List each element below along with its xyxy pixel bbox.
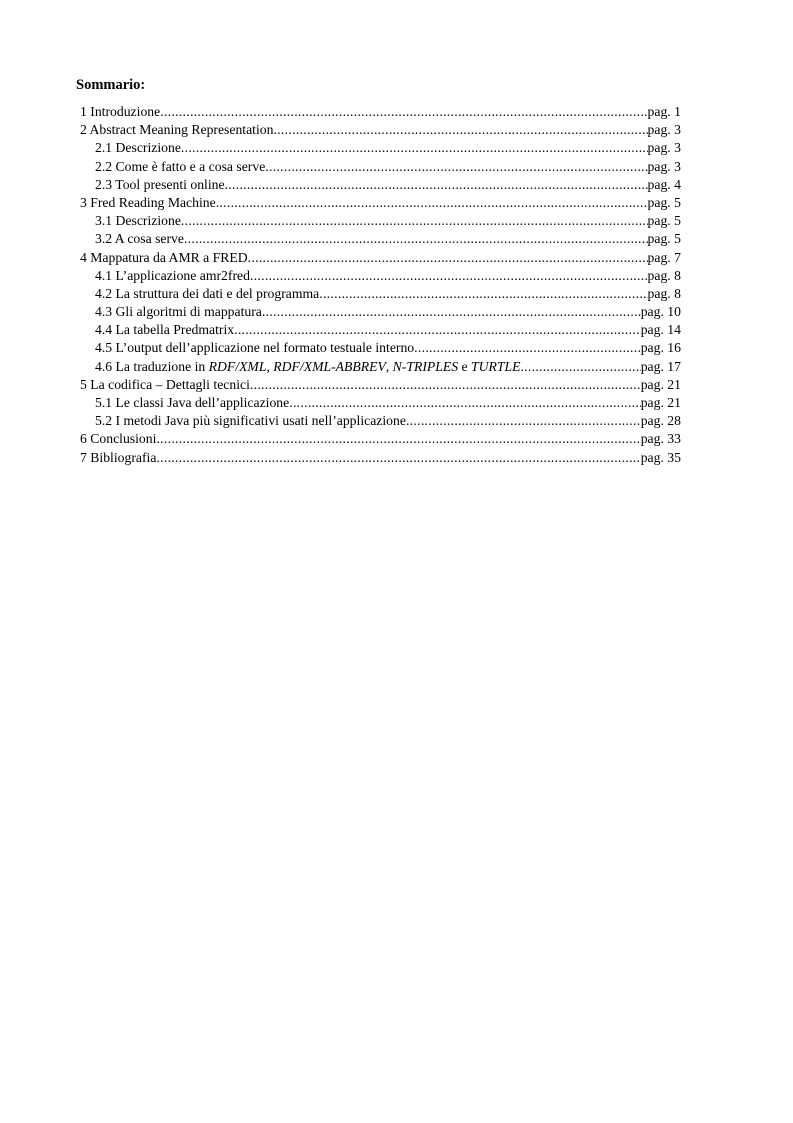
- toc-entry-title-part: RDF/XML: [208, 358, 267, 374]
- toc-entry[interactable]: [80, 230, 681, 248]
- toc-entry[interactable]: [80, 321, 681, 339]
- toc-entry-page: pag. 3: [647, 140, 681, 156]
- toc-entry-page: pag. 21: [640, 395, 681, 410]
- toc-entry[interactable]: [80, 394, 681, 412]
- toc-entry[interactable]: [80, 103, 681, 121]
- toc-entry-page: pag. 1: [647, 104, 681, 119]
- toc-entry[interactable]: [80, 267, 681, 285]
- toc-entry-page: pag. 28: [640, 413, 681, 429]
- toc-entry[interactable]: [80, 430, 681, 448]
- toc-entry-title-part: N-TRIPLES: [392, 358, 459, 374]
- toc-entry-title: [80, 430, 156, 448]
- toc-entry-page: pag. 3: [647, 158, 681, 174]
- toc-dot-leader: [250, 267, 648, 285]
- toc-entry-title: [95, 176, 225, 194]
- toc-entry-title: [80, 103, 160, 121]
- toc-entry-title-part: 2.2 Come è fatto e a cosa serve: [95, 158, 266, 174]
- toc-entry-page: pag. 5: [647, 194, 681, 210]
- toc-entry[interactable]: [80, 358, 681, 376]
- toc-entry-title-part: TURTLE: [470, 358, 521, 374]
- toc-entry-page: pag. 35: [640, 449, 681, 465]
- toc-dot-leader: [181, 139, 648, 157]
- toc-dot-leader: [181, 212, 648, 230]
- toc-entry-title-part: 5.1 Le classi Java dell’applicazione: [95, 395, 290, 410]
- toc-entry[interactable]: [80, 139, 681, 157]
- toc-entry-title-part: 4.6 La traduzione in: [95, 358, 209, 374]
- toc-dot-leader: [414, 339, 641, 357]
- toc-entry-title: [80, 121, 273, 139]
- toc-entry-page: pag. 7: [647, 249, 681, 265]
- toc-dot-leader: [319, 285, 647, 303]
- toc-entry-page: pag. 17: [640, 358, 681, 374]
- toc-entry-title-part: 3.1 Descrizione: [95, 213, 181, 229]
- toc-dot-leader: [289, 394, 640, 412]
- toc-entry-title-part: ,: [385, 358, 393, 374]
- toc-dot-leader: [156, 430, 640, 448]
- toc-entry-page: pag. 14: [640, 322, 681, 338]
- toc-entry-title-part: e: [458, 358, 471, 374]
- toc-entry-title: [95, 412, 406, 430]
- toc-entry-title-part: 2 Abstract Meaning Representation: [80, 122, 274, 138]
- table-of-contents: [80, 103, 681, 467]
- toc-entry[interactable]: [80, 194, 681, 212]
- toc-dot-leader: [156, 449, 640, 467]
- toc-entry-title-part: 7 Bibliografia: [80, 449, 157, 465]
- toc-entry[interactable]: [80, 339, 681, 357]
- toc-heading: Sommario:: [76, 77, 146, 93]
- toc-entry-title-part: 4.5 L’output dell’applicazione nel formato testuale interno: [95, 340, 415, 356]
- toc-entry-page: pag. 8: [647, 267, 681, 283]
- toc-entry-page: pag. 10: [640, 304, 681, 320]
- toc-entry-title: [80, 449, 156, 467]
- toc-entry-title-part: 5.2 I metodi Java più significativi usati nell’applicazione: [95, 413, 406, 429]
- toc-dot-leader: [520, 358, 640, 376]
- toc-entry-title: [80, 194, 216, 212]
- toc-entry-title-part: 6 Conclusioni: [80, 431, 157, 447]
- toc-entry-page: pag. 5: [647, 231, 681, 247]
- toc-entry-title: [95, 285, 319, 303]
- toc-entry-page: pag. 4: [647, 176, 681, 192]
- toc-dot-leader: [250, 376, 641, 394]
- toc-entry[interactable]: [80, 121, 681, 139]
- toc-entry[interactable]: [80, 303, 681, 321]
- toc-dot-leader: [184, 230, 648, 248]
- toc-entry-page: pag. 21: [640, 376, 681, 392]
- toc-entry-title-part: 3 Fred Reading Machine: [80, 194, 216, 210]
- toc-entry[interactable]: [80, 376, 681, 394]
- toc-dot-leader: [262, 303, 641, 321]
- toc-entry-title-part: 4.3 Gli algoritmi di mappatura: [95, 304, 262, 320]
- toc-entry-title: [95, 339, 414, 357]
- toc-dot-leader: [225, 176, 648, 194]
- toc-entry-page: pag. 8: [647, 285, 681, 301]
- toc-entry-title: [95, 230, 184, 248]
- toc-dot-leader: [265, 158, 647, 176]
- toc-entry[interactable]: [80, 249, 681, 267]
- toc-entry-title-part: 3.2 A cosa serve: [95, 231, 184, 247]
- toc-entry-page: pag. 33: [640, 431, 681, 447]
- toc-dot-leader: [234, 321, 641, 339]
- toc-dot-leader: [273, 121, 647, 139]
- toc-entry-title-part: ,: [266, 358, 274, 374]
- toc-dot-leader: [248, 249, 648, 267]
- toc-entry-title: [95, 394, 289, 412]
- toc-entry-page: pag. 3: [647, 122, 681, 138]
- toc-entry-title-part: 4.4 La tabella Predmatrix: [95, 322, 235, 338]
- toc-entry-title-part: 2.3 Tool presenti online: [95, 176, 225, 192]
- toc-entry[interactable]: [80, 212, 681, 230]
- toc-entry-title: [95, 303, 262, 321]
- toc-entry-title: [95, 139, 181, 157]
- toc-entry-title: [95, 158, 265, 176]
- toc-entry[interactable]: [80, 285, 681, 303]
- toc-entry-title-part: RDF/XML-ABBREV: [273, 358, 386, 374]
- toc-entry-title-part: 2.1 Descrizione: [95, 140, 181, 156]
- toc-entry-title-part: 4 Mappatura da AMR a FRED: [80, 249, 248, 265]
- toc-entry-title-part: 5 La codifica – Dettagli tecnici: [80, 376, 250, 392]
- toc-entry-title: [95, 358, 520, 376]
- toc-entry-title: [80, 249, 248, 267]
- toc-dot-leader: [160, 103, 647, 121]
- toc-entry-page: pag. 16: [640, 340, 681, 356]
- toc-entry-title: [95, 321, 234, 339]
- toc-entry-title: [80, 376, 250, 394]
- toc-entry-title-part: 1 Introduzione: [80, 104, 161, 119]
- toc-entry[interactable]: [80, 176, 681, 194]
- toc-entry-title-part: 4.2 La struttura dei dati e del programma: [95, 285, 320, 301]
- toc-entry-title-part: 4.1 L’applicazione amr2fred: [95, 267, 250, 283]
- toc-entry-page: pag. 5: [647, 213, 681, 229]
- toc-dot-leader: [216, 194, 648, 212]
- toc-dot-leader: [406, 412, 641, 430]
- toc-entry[interactable]: [80, 158, 681, 176]
- toc-entry[interactable]: [80, 449, 681, 467]
- toc-entry-title: [95, 212, 181, 230]
- toc-entry-title: [95, 267, 250, 285]
- toc-entry[interactable]: [80, 412, 681, 430]
